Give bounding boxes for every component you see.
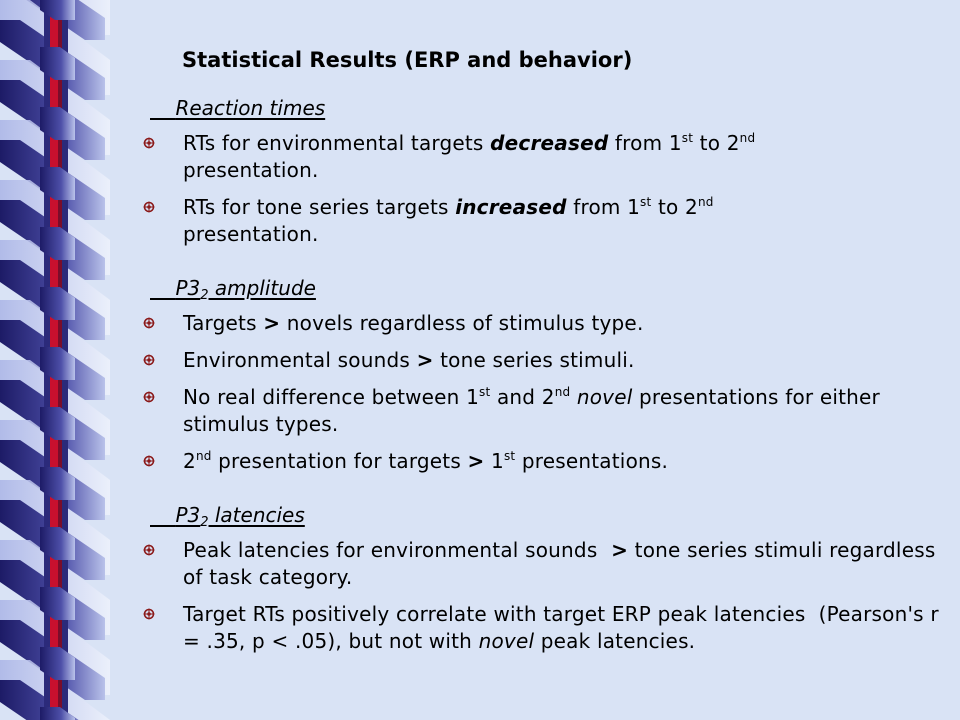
slide-title: Statistical Results (ERP and behavior) [182,48,633,72]
greater-than: > [416,348,434,372]
list-item [150,130,940,184]
text: RTs for tone series targets [183,195,456,219]
emphasis: novel [478,629,535,653]
slide-content [150,38,946,655]
list-item [150,601,946,655]
flower-bullet-icon [143,354,155,366]
list-item [150,310,940,337]
emphasis: novel [576,385,633,409]
text: to 2 [693,131,740,155]
emphasis: increased [455,195,567,219]
text: presentation. [183,222,319,246]
superscript: nd [554,385,571,399]
greater-than: > [604,538,629,562]
text: Peak latencies for environmental sounds [183,538,604,562]
text: RTs for environmental targets [183,131,491,155]
text: presentations. [515,449,669,473]
text: P3 [175,276,201,300]
list-item [150,347,940,374]
text: Environmental sounds [183,348,417,372]
superscript: st [681,131,694,145]
text: peak latencies. [534,629,696,653]
section-heading-p32-latencies [150,503,940,530]
text: tone series stimuli regardless of task category. [183,538,936,589]
superscript: nd [697,195,714,209]
text: 1 [484,449,504,473]
subscript: 2 [200,288,209,303]
text: No real difference between 1 [183,385,480,409]
text: 2 [183,449,196,473]
flower-bullet-icon [143,391,155,403]
section-heading-text: Reaction times [175,96,326,120]
text: from 1 [566,195,641,219]
superscript: st [479,385,491,399]
list-item [150,384,940,438]
text: P3 [175,503,201,527]
text: presentation. [183,158,319,182]
text: presentations for either stimulus types. [183,385,880,436]
flower-bullet-icon [143,544,155,556]
greater-than: > [263,311,281,335]
text: from 1 [608,131,682,155]
flower-bullet-icon [143,201,155,213]
superscript: nd [195,449,212,463]
list-item [150,537,940,591]
superscript: st [503,449,516,463]
flower-bullet-icon [143,608,155,620]
section-heading-p32-amplitude [150,276,940,303]
superscript: nd [739,131,756,145]
text: tone series stimuli. [433,348,635,372]
text: presentation for targets [211,449,468,473]
flower-bullet-icon [143,317,155,329]
text: amplitude [208,276,316,300]
section-heading-reaction-times [150,96,940,120]
text: Targets [183,311,264,335]
text: latencies [208,503,305,527]
text: to 2 [651,195,698,219]
list-item [150,448,940,475]
greater-than: > [467,449,485,473]
subscript: 2 [200,515,209,530]
flower-bullet-icon [143,455,155,467]
flower-bullet-icon [143,137,155,149]
text: novels regardless of stimulus type. [280,311,644,335]
superscript: st [640,195,652,209]
text: Target RTs positively correlate with target ERP peak latencies (Pearson's r = .35, p < .05), but not with [183,602,946,653]
decorative-ribbon [0,0,110,720]
text: and 2 [490,385,555,409]
list-item [150,194,940,248]
emphasis: decreased [490,131,609,155]
